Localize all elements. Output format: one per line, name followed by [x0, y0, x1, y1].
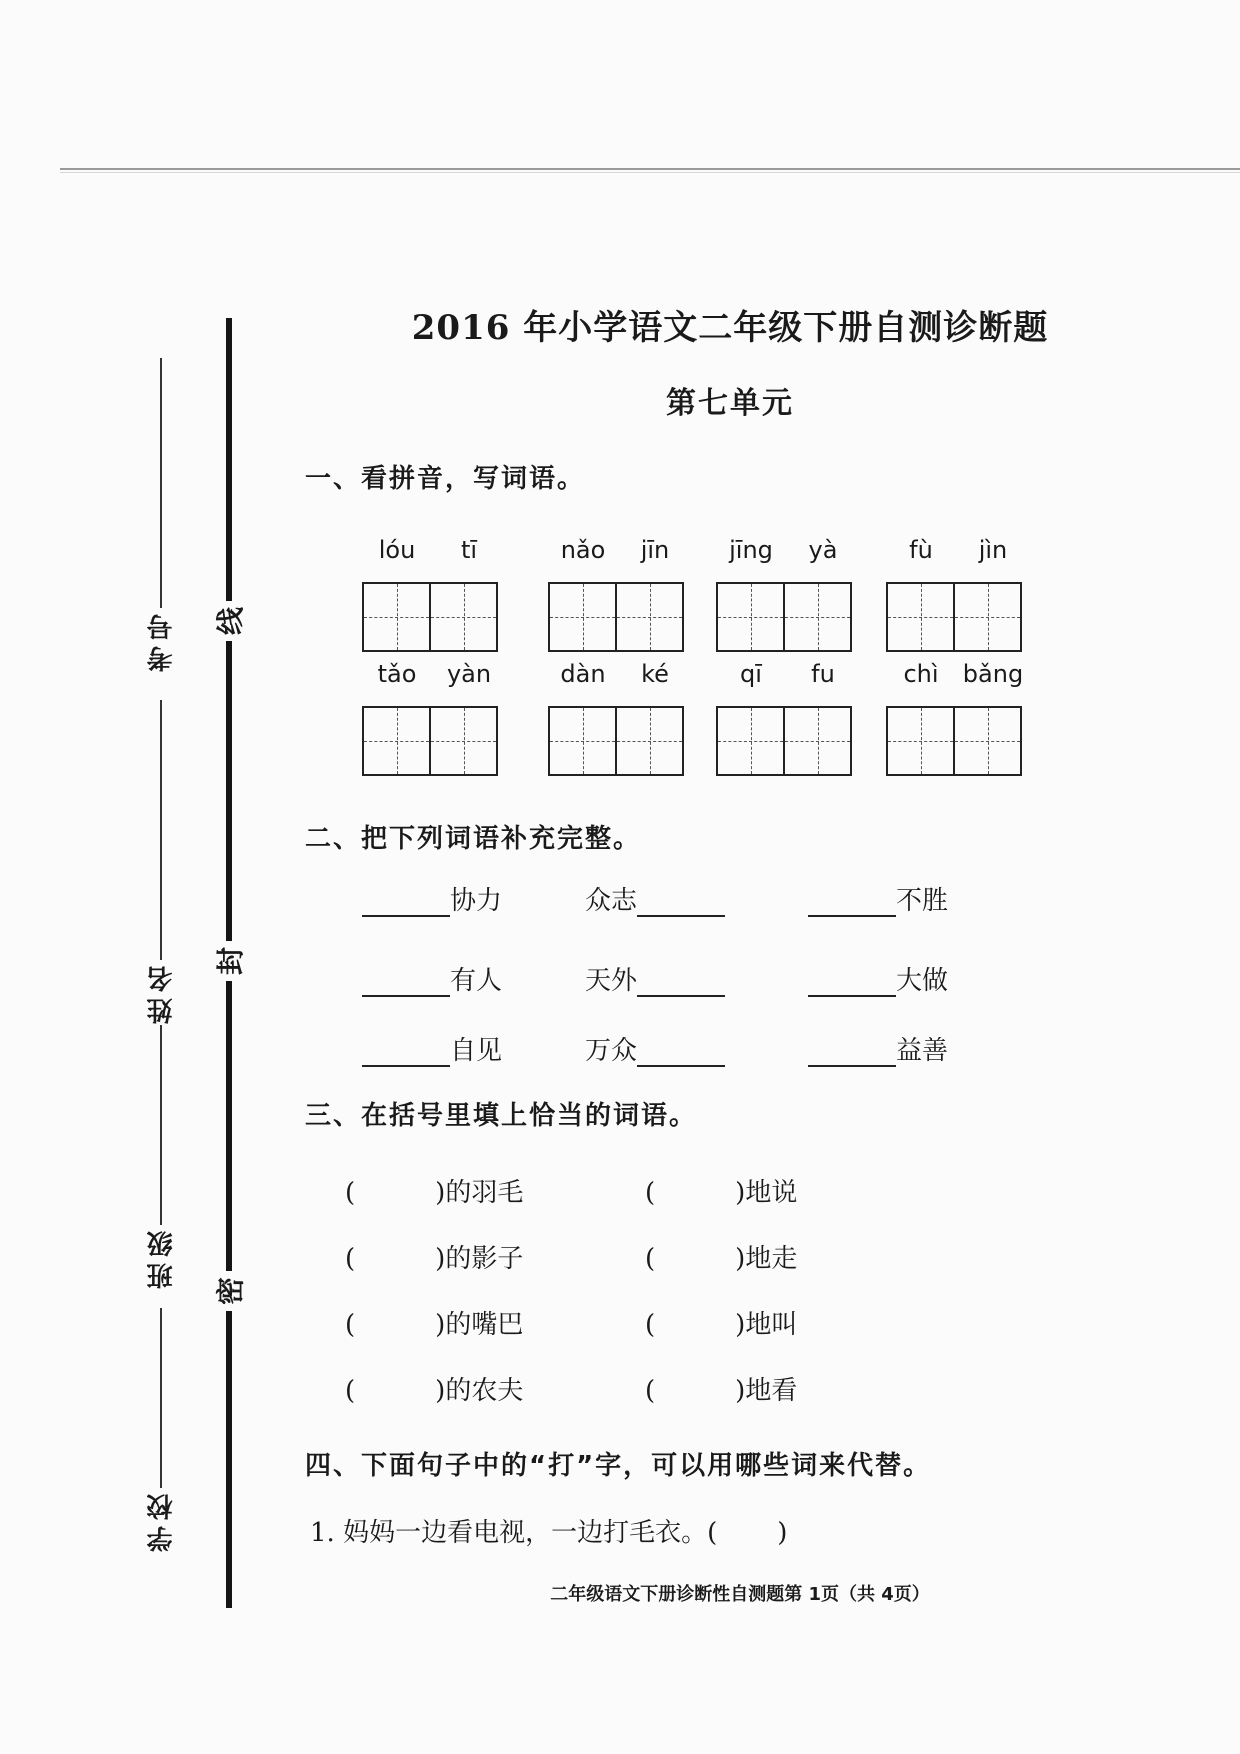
writing-grid[interactable] [548, 582, 684, 652]
idiom-blank[interactable] [808, 969, 896, 997]
page-footer: 二年级语文下册诊断性自测题第 1页（共 4页） [550, 1584, 930, 1605]
fill-item-text: 地看 [745, 1376, 798, 1406]
pinyin-item [886, 536, 1036, 652]
idiom-text: 众志 [585, 886, 638, 916]
idiom-blank[interactable] [637, 1039, 725, 1067]
writing-grid[interactable] [548, 706, 684, 776]
idiom-text: 益善 [896, 1036, 949, 1066]
school-label: 学校 [146, 1488, 177, 1552]
idiom-blank[interactable] [637, 889, 725, 917]
pinyin-syllable: dàn [560, 660, 606, 688]
pinyin-item [548, 660, 698, 776]
fill-item-text: 的羽毛 [445, 1178, 524, 1208]
idiom-item [585, 1030, 725, 1067]
idiom-item [808, 880, 948, 917]
pinyin-item [548, 536, 698, 652]
fill-item-text: 地说 [745, 1178, 798, 1208]
fill-item[interactable]: ( )的农夫 [345, 1376, 524, 1406]
pinyin-syllable: jìn [978, 536, 1008, 564]
pinyin-item [716, 536, 866, 652]
idiom-text: 不胜 [896, 886, 949, 916]
school-field[interactable] [144, 1308, 178, 1552]
pinyin-syllable: yà [808, 536, 838, 564]
school-line [160, 1308, 162, 1488]
pinyin-item [362, 660, 512, 776]
idiom-blank[interactable] [362, 969, 450, 997]
idiom-item [585, 960, 725, 997]
fill-item[interactable]: ( )地说 [645, 1178, 798, 1208]
section2-heading: 二、把下列词语补充完整。 [305, 824, 642, 854]
fill-item[interactable]: ( )的羽毛 [345, 1178, 524, 1208]
pinyin-syllable: tī [460, 536, 478, 564]
section1-heading: 一、看拼音，写词语。 [305, 464, 586, 494]
binding-char-feng: 封 [206, 941, 252, 981]
pinyin-syllable: tǎo [377, 660, 417, 688]
fill-item-text: 地走 [745, 1244, 798, 1274]
question-1-text: 1. 妈妈一边看电视，一边打毛衣。 [310, 1518, 708, 1548]
exam-number-field[interactable] [144, 358, 178, 672]
pinyin-syllable: jīn [640, 536, 670, 564]
name-field[interactable] [144, 700, 178, 1024]
writing-grid[interactable] [886, 706, 1022, 776]
section4-heading: 四、下面句子中的“打”字，可以用哪些词来代替。 [305, 1451, 932, 1481]
page-subtitle: 第七单元 [666, 386, 794, 421]
idiom-blank[interactable] [808, 889, 896, 917]
pinyin-syllable: ké [641, 660, 669, 688]
pinyin-syllable: fù [909, 536, 933, 564]
writing-grid[interactable] [716, 582, 852, 652]
idiom-blank[interactable] [362, 1039, 450, 1067]
pinyin-syllable: jīng [729, 536, 773, 564]
pinyin-syllable: bǎng [962, 660, 1024, 688]
fill-item-text: 的嘴巴 [445, 1310, 524, 1340]
section3-heading: 三、在括号里填上恰当的词语。 [305, 1101, 698, 1131]
name-label: 姓名 [146, 960, 177, 1024]
binding-char-mi: 密 [206, 1271, 252, 1311]
pinyin-syllable: nǎo [560, 536, 606, 564]
binding-char-xian: 线 [206, 601, 252, 641]
pinyin-item [886, 660, 1036, 776]
class-line [160, 1025, 162, 1225]
pinyin-syllable: lóu [378, 536, 416, 564]
idiom-blank[interactable] [637, 969, 725, 997]
fill-item[interactable]: ( )地叫 [645, 1310, 798, 1340]
idiom-item [585, 880, 725, 917]
name-line [160, 700, 162, 960]
idiom-blank[interactable] [808, 1039, 896, 1067]
idiom-text: 有人 [450, 966, 503, 996]
idiom-text: 自见 [450, 1036, 503, 1066]
idiom-blank[interactable] [362, 889, 450, 917]
sheet-edge [60, 168, 1240, 170]
class-label: 班级 [146, 1225, 177, 1289]
fill-item[interactable]: ( )地走 [645, 1244, 798, 1274]
pinyin-syllable: qī [740, 660, 762, 688]
exam-number-line [160, 358, 162, 608]
idiom-item [362, 880, 502, 917]
class-field[interactable] [144, 1025, 178, 1289]
writing-grid[interactable] [716, 706, 852, 776]
pinyin-syllable: yàn [446, 660, 492, 688]
fill-item-text: 的影子 [445, 1244, 524, 1274]
fill-item-text: 的农夫 [445, 1376, 524, 1406]
idiom-text: 大做 [896, 966, 949, 996]
fill-item-text: 地叫 [745, 1310, 798, 1340]
idiom-item [808, 1030, 948, 1067]
fill-item[interactable]: ( )的影子 [345, 1244, 524, 1274]
idiom-item [808, 960, 948, 997]
idiom-item [362, 1030, 502, 1067]
writing-grid[interactable] [886, 582, 1022, 652]
page-title: 2016 年小学语文二年级下册自测诊断题 [411, 308, 1049, 348]
exam-number-label: 考号 [146, 608, 177, 672]
fill-item[interactable]: ( )的嘴巴 [345, 1310, 524, 1340]
idiom-text: 万众 [585, 1036, 638, 1066]
writing-grid[interactable] [362, 582, 498, 652]
fill-item[interactable]: ( )地看 [645, 1376, 798, 1406]
question-1[interactable]: 1. 妈妈一边看电视，一边打毛衣。( ) [310, 1518, 788, 1548]
pinyin-item [362, 536, 512, 652]
pinyin-syllable: chì [903, 660, 939, 688]
pinyin-item [716, 660, 866, 776]
pinyin-syllable: fu [811, 660, 835, 688]
idiom-item [362, 960, 502, 997]
idiom-text: 天外 [585, 966, 638, 996]
idiom-text: 协力 [450, 886, 503, 916]
sheet-edge-shadow [60, 172, 1240, 173]
writing-grid[interactable] [362, 706, 498, 776]
